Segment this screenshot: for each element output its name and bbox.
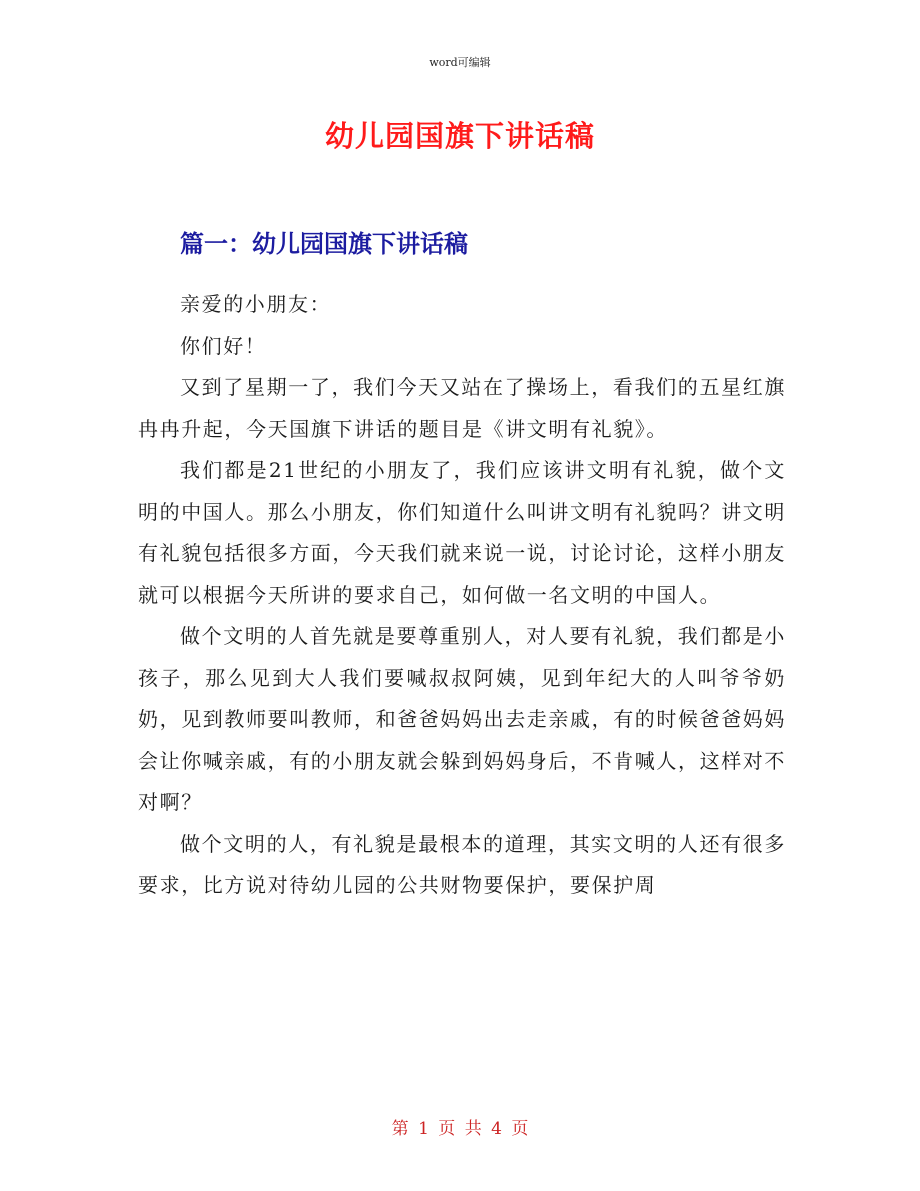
paragraph: 做个文明的人，有礼貌是最根本的道理，其实文明的人还有很多要求，比方说对待幼儿园的公共财物要保护，要保护周 [138, 831, 786, 897]
paragraph-hello: 你们好！ [180, 333, 267, 358]
document-title: 幼儿园国旗下讲话稿 [324, 119, 595, 153]
paragraph: 又到了星期一了，我们今天又站在了操场上，看我们的五星红旗冉冉升起，今天国旗下讲话的题目是《讲文明有礼貌》。 [138, 375, 786, 441]
section-heading: 篇一：幼儿园国旗下讲话稿 [180, 230, 468, 258]
page-number-footer: 第 1 页 共 4 页 [391, 1119, 529, 1139]
document-body [138, 284, 786, 907]
paragraph: 我们都是21世纪的小朋友了，我们应该讲文明有礼貌，做个文明的中国人。那么小朋友，你们知道什么叫讲文明有礼貌吗？讲文明有礼貌包括很多方面，今天我们就来说一说，讨论讨论，这样小朋友就可以根据今天所讲的要求自己，如何做一名文明的中国人。 [138, 458, 786, 607]
paragraph: 做个文明的人首先就是要尊重别人，对人要有礼貌，我们都是小孩子，那么见到大人我们要喊叔叔阿姨，见到年纪大的人叫爷爷奶奶，见到教师要叫教师，和爸爸妈妈出去走亲戚，有的时候爸爸妈妈会让你喊亲戚，有的小朋友就会躲到妈妈身后，不肯喊人，这样对不对啊？ [138, 624, 786, 814]
header-note: word可编辑 [429, 56, 491, 69]
paragraph-greeting: 亲爱的小朋友： [180, 292, 332, 316]
